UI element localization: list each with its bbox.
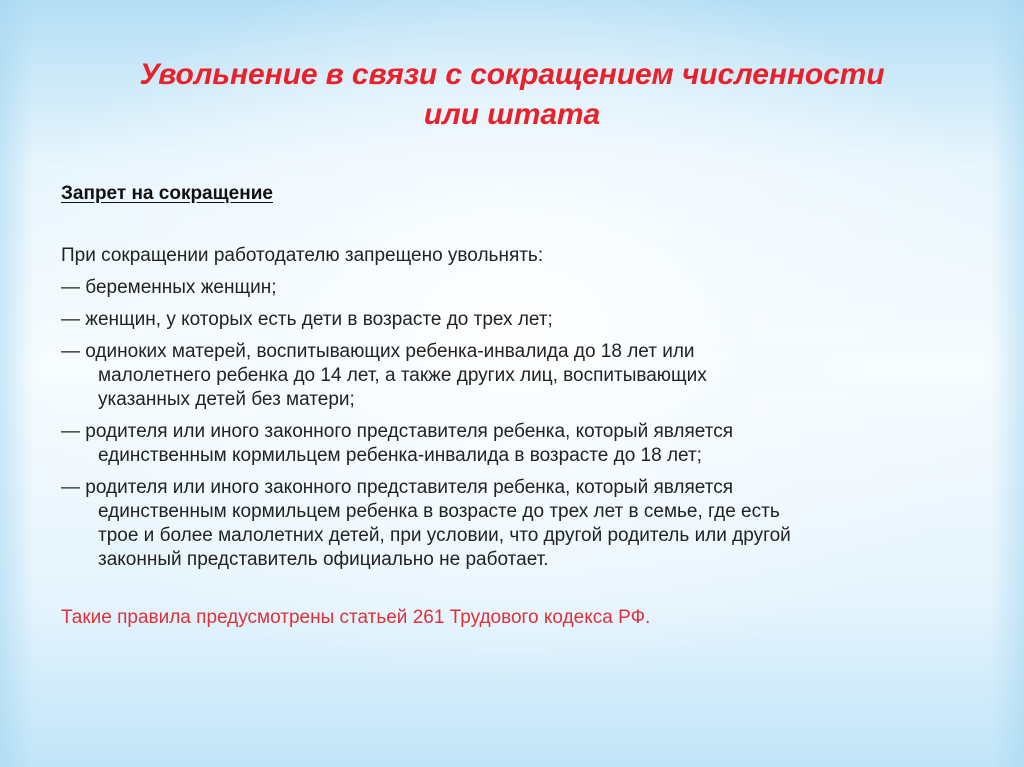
legal-reference: Такие правила предусмотрены статьей 261 Трудового кодекса РФ. <box>61 607 651 628</box>
list-line-sole-breadwinner-disabled-2: единственным кормильцем ребенка-инвалида в возрасте до 18 лет; <box>98 445 702 466</box>
list-line-sole-breadwinner-large-family-2: единственным кормильцем ребенка в возрасте до трех лет в семье, где есть <box>98 501 780 522</box>
list-line-sole-breadwinner-large-family-3: трое и более малолетних детей, при условии, что другой родитель или другой <box>98 525 791 546</box>
list-line-pregnant-women: — беременных женщин; <box>61 277 277 298</box>
list-line-sole-breadwinner-large-family-4: законный представитель официально не работает. <box>98 549 549 570</box>
list-line-single-mothers-1: — одиноких матерей, воспитывающих ребенка-инвалида до 18 лет или <box>61 341 695 362</box>
section-heading: Запрет на сокращение <box>61 183 273 204</box>
list-line-women-with-children: — женщин, у которых есть дети в возрасте до трех лет; <box>61 309 553 330</box>
intro-text: При сокращении работодателю запрещено увольнять: <box>61 245 544 266</box>
list-line-single-mothers-3: указанных детей без матери; <box>98 389 355 410</box>
list-line-single-mothers-2: малолетнего ребенка до 14 лет, а также других лиц, воспитывающих <box>98 365 707 386</box>
list-line-sole-breadwinner-large-family-1: — родителя или иного законного представителя ребенка, который является <box>61 477 733 498</box>
slide-title: Увольнение в связи с сокращением численности или штата <box>139 58 885 131</box>
list-line-sole-breadwinner-disabled-1: — родителя или иного законного представителя ребенка, который является <box>61 421 733 442</box>
